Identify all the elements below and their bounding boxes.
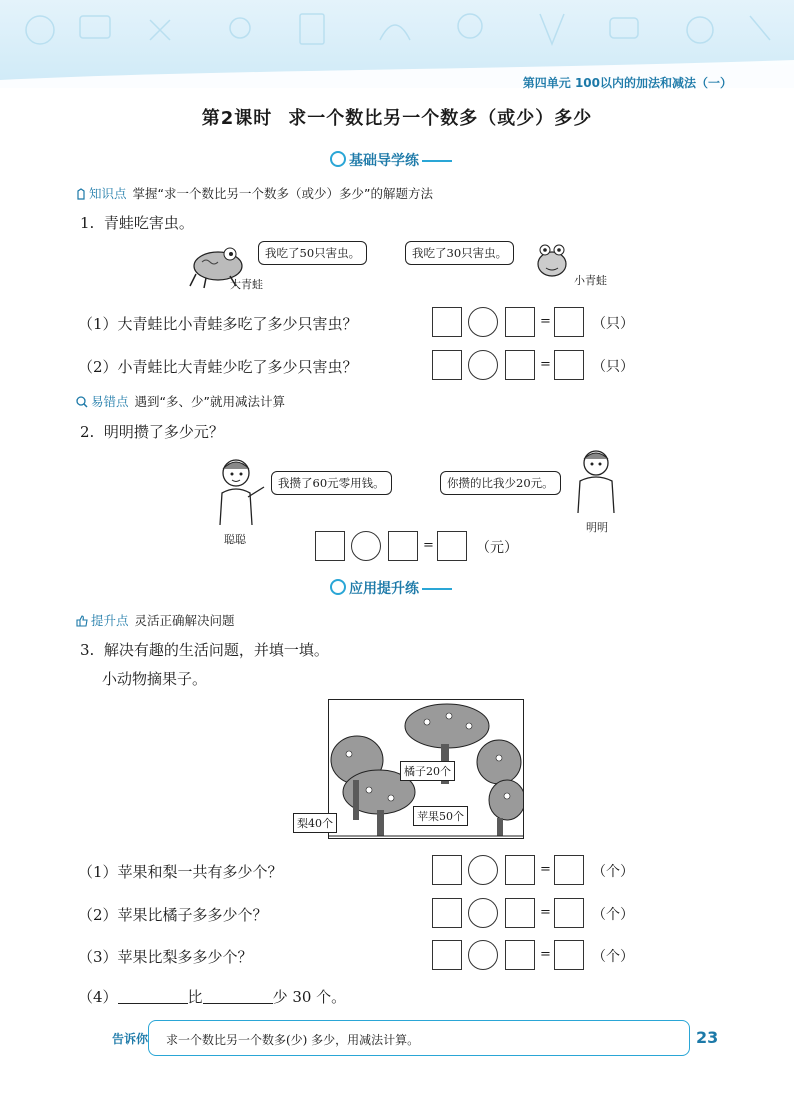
orange-count-label: 橘子20个 (400, 761, 455, 781)
operator-circle[interactable] (468, 855, 498, 885)
apple-count-label: 苹果50个 (413, 806, 468, 826)
question-number: 2. (80, 423, 95, 441)
lesson-number: 第2课时 (201, 108, 273, 129)
boost-point-line (76, 611, 235, 629)
unit-label: （元） (476, 540, 518, 556)
section-title-basic (330, 150, 452, 170)
question-1 (80, 212, 194, 233)
mistake-text: 遇到“多、少”就用减法计算 (134, 394, 285, 409)
question-3 (80, 639, 329, 660)
answer-box[interactable] (505, 940, 535, 970)
congcong-caption: 聪聪 (224, 533, 246, 546)
fill-blank[interactable] (203, 989, 273, 1004)
page-number: 23 (696, 1028, 719, 1047)
pear-count-label: 梨40个 (293, 813, 337, 833)
section-title-text: 应用提升练 (349, 581, 419, 597)
mistake-tag: 易错点 (91, 394, 129, 409)
small-frog-speech-bubble: 我吃了30只害虫。 (405, 241, 514, 265)
pencil-icon (76, 188, 86, 200)
congcong-illustration (212, 455, 270, 527)
operator-circle[interactable] (468, 898, 498, 928)
small-frog-illustration (534, 240, 570, 280)
result-box[interactable] (554, 307, 584, 337)
mingming-caption: 明明 (586, 521, 608, 534)
answer-box[interactable] (432, 940, 462, 970)
tip-label: 告诉你 (112, 1032, 149, 1046)
ring-icon (330, 579, 346, 595)
unit-label: （个） (592, 907, 634, 923)
ring-icon (330, 151, 346, 167)
answer-box[interactable] (505, 350, 535, 380)
equals-sign: = (423, 538, 434, 553)
question-text: 明明攒了多少元？ (103, 423, 224, 441)
question-text: 解决有趣的生活问题，并填一填。 (103, 641, 329, 659)
q1-part-2-label: （2）小青蛙比大青蛙少吃了多少只害虫？ (78, 358, 358, 376)
question-2 (80, 421, 224, 442)
q3-part-2-label: （2）苹果比橘子多多少个？ (78, 906, 268, 924)
operator-circle[interactable] (351, 531, 381, 561)
equals-sign: = (540, 862, 551, 877)
boost-tag: 提升点 (91, 613, 129, 628)
boost-text: 灵活正确解决问题 (134, 613, 235, 628)
part-number: （4） (78, 988, 118, 1006)
answer-box[interactable] (388, 531, 418, 561)
part-text: 比 (187, 988, 203, 1006)
part-text: 少 30 个。 (272, 988, 347, 1006)
equals-sign: = (540, 947, 551, 962)
section-title-advanced (330, 578, 452, 598)
result-box[interactable] (554, 855, 584, 885)
q3-part-3-label: （3）苹果比梨多多少个？ (78, 948, 253, 966)
q1-part-1-label: （1）大青蛙比小青蛙多吃了多少只害虫？ (78, 315, 358, 333)
small-frog-caption: 小青蛙 (574, 274, 607, 287)
lesson-title (0, 104, 794, 130)
answer-box[interactable] (315, 531, 345, 561)
result-box[interactable] (437, 531, 467, 561)
section-title-text: 基础导学练 (349, 153, 419, 169)
operator-circle[interactable] (468, 940, 498, 970)
unit-label: （只） (592, 359, 634, 375)
answer-box[interactable] (505, 855, 535, 885)
question-3-subtext: 小动物摘果子。 (102, 670, 208, 688)
unit-label: （只） (592, 316, 634, 332)
equals-sign: = (540, 314, 551, 329)
fill-blank[interactable] (118, 989, 188, 1004)
unit-label: 第四单元 100以内的加法和减法（一） (522, 76, 732, 90)
big-frog-caption: 大青蛙 (230, 278, 263, 291)
answer-box[interactable] (432, 307, 462, 337)
underline-decoration (422, 588, 452, 590)
mistake-point-line (76, 392, 285, 410)
lesson-heading: 求一个数比另一个数多（或少）多少 (288, 108, 593, 129)
answer-box[interactable] (432, 350, 462, 380)
result-box[interactable] (554, 350, 584, 380)
equals-sign: = (540, 357, 551, 372)
result-box[interactable] (554, 940, 584, 970)
unit-label: （个） (592, 864, 634, 880)
question-text: 青蛙吃害虫。 (103, 214, 194, 232)
underline-decoration (422, 160, 452, 162)
q3-part-4 (78, 986, 346, 1007)
knowledge-tag: 知识点 (89, 186, 127, 201)
congcong-speech-bubble: 我攒了60元零用钱。 (271, 471, 392, 495)
operator-circle[interactable] (468, 350, 498, 380)
result-box[interactable] (554, 898, 584, 928)
question-number: 3. (80, 641, 95, 659)
knowledge-text: 掌握“求一个数比另一个数多（或少）多少”的解题方法 (132, 186, 433, 201)
unit-label: （个） (592, 949, 634, 965)
operator-circle[interactable] (468, 307, 498, 337)
answer-box[interactable] (432, 898, 462, 928)
answer-box[interactable] (505, 307, 535, 337)
answer-box[interactable] (432, 855, 462, 885)
mingming-speech-bubble: 你攒的比我少20元。 (440, 471, 561, 495)
mingming-illustration (572, 447, 622, 515)
q3-part-1-label: （1）苹果和梨一共有多少个？ (78, 863, 283, 881)
question-number: 1. (80, 214, 95, 232)
magnifier-icon (76, 396, 88, 408)
thumbs-up-icon (76, 615, 88, 627)
big-frog-speech-bubble: 我吃了50只害虫。 (258, 241, 367, 265)
equals-sign: = (540, 905, 551, 920)
answer-box[interactable] (505, 898, 535, 928)
tip-text: 求一个数比另一个数多(少) 多少，用减法计算。 (166, 1033, 420, 1047)
knowledge-point-line (76, 184, 433, 202)
